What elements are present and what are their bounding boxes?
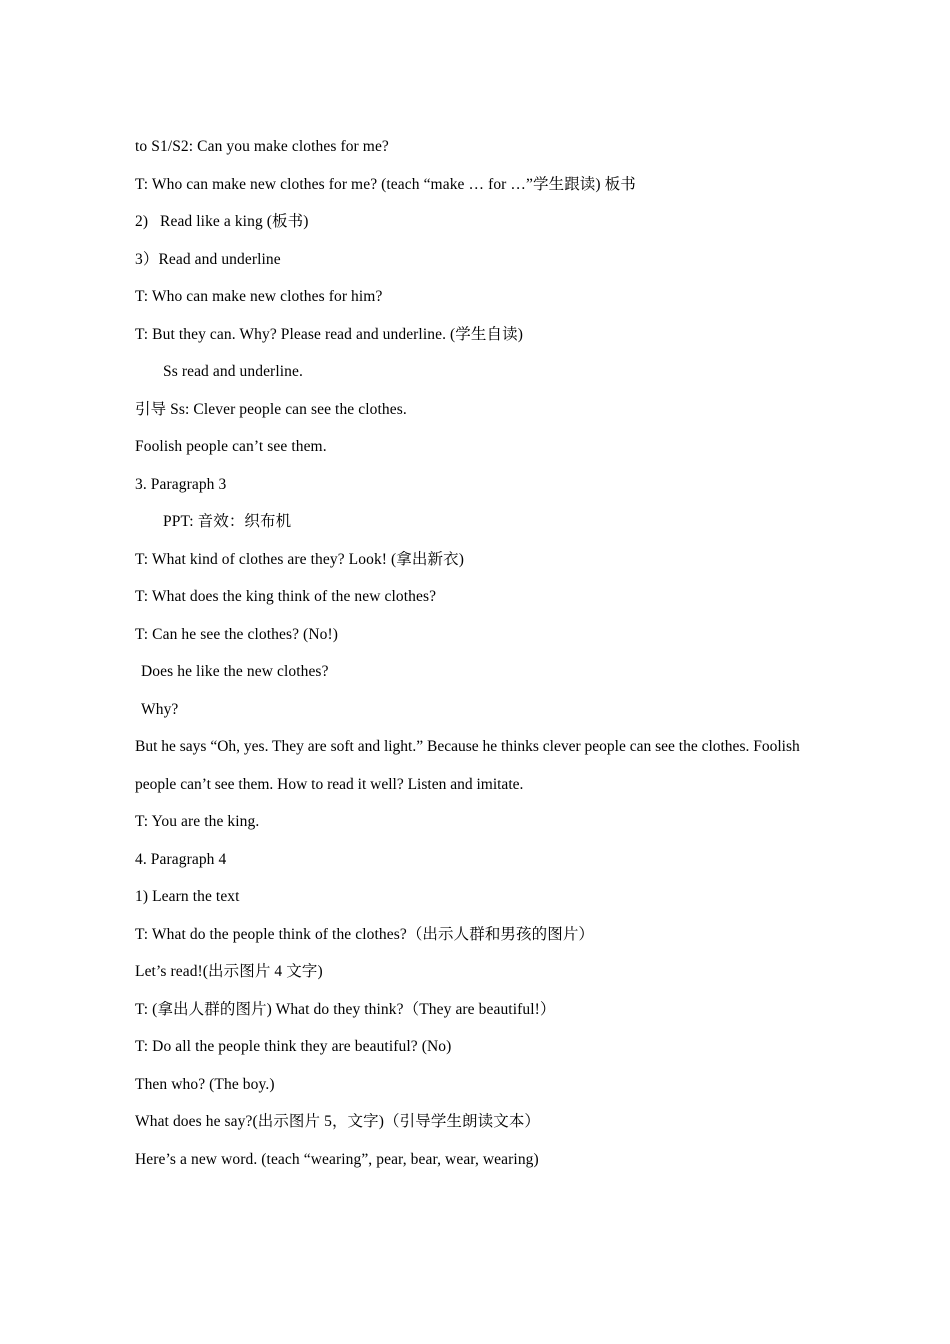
text-line: Here’s a new word. (teach “wearing”, pear, bear, wear, wearing) xyxy=(135,1150,539,1168)
text-line: 3）Read and underline xyxy=(135,250,281,268)
text-line: T: Who can make new clothes for him? xyxy=(135,288,383,305)
text-line: T: What do the people think of the clothes?（出示人群和男孩的图片） xyxy=(135,925,595,943)
text-line: 2) Read like a king (板书) xyxy=(135,213,309,230)
text-line: T: But they can. Why? Please read and underline. (学生自读) xyxy=(135,325,523,343)
text-line: Then who? (The boy.) xyxy=(135,1075,275,1093)
text-line: 引导 Ss: Clever people can see the clothes. xyxy=(135,400,407,418)
text-line: What does he say?(出示图片 5，文字)（引导学生朗读文本） xyxy=(135,1113,541,1130)
text-line: T: Do all the people think they are beautiful? (No) xyxy=(135,1038,452,1055)
text-line: Does he like the new clothes? xyxy=(141,663,329,680)
text-line: PPT: 音效：织布机 xyxy=(163,513,292,530)
text-line: T: What does the king think of the new clothes? xyxy=(135,588,437,605)
text-line: 3. Paragraph 3 xyxy=(135,475,227,493)
document-body xyxy=(135,128,815,1178)
text-paragraph: But he says “Oh, yes. They are soft and light.” Because he thinks clever people can see the clothes. Foolish people can’t see them. How to read it well? Listen and imitate. xyxy=(135,738,800,793)
text-line: 1) Learn the text xyxy=(135,888,240,905)
text-line: T: Can he see the clothes? (No!) xyxy=(135,625,338,643)
text-line: T: Who can make new clothes for me? (teach “make … for …”学生跟读) 板书 xyxy=(135,175,636,193)
text-line: T: What kind of clothes are they? Look! (拿出新衣) xyxy=(135,550,464,568)
text-line: 4. Paragraph 4 xyxy=(135,850,227,868)
text-line: Foolish people can’t see them. xyxy=(135,438,327,455)
text-line: Ss read and underline. xyxy=(163,363,303,380)
text-line: T: You are the king. xyxy=(135,813,260,830)
text-line: to S1/S2: Can you make clothes for me? xyxy=(135,138,389,155)
text-line: Let’s read!(出示图片 4 文字) xyxy=(135,963,323,980)
text-line: T: (拿出人群的图片) What do they think?（They are beautiful!） xyxy=(135,1000,556,1018)
text-line: Why? xyxy=(141,700,179,718)
